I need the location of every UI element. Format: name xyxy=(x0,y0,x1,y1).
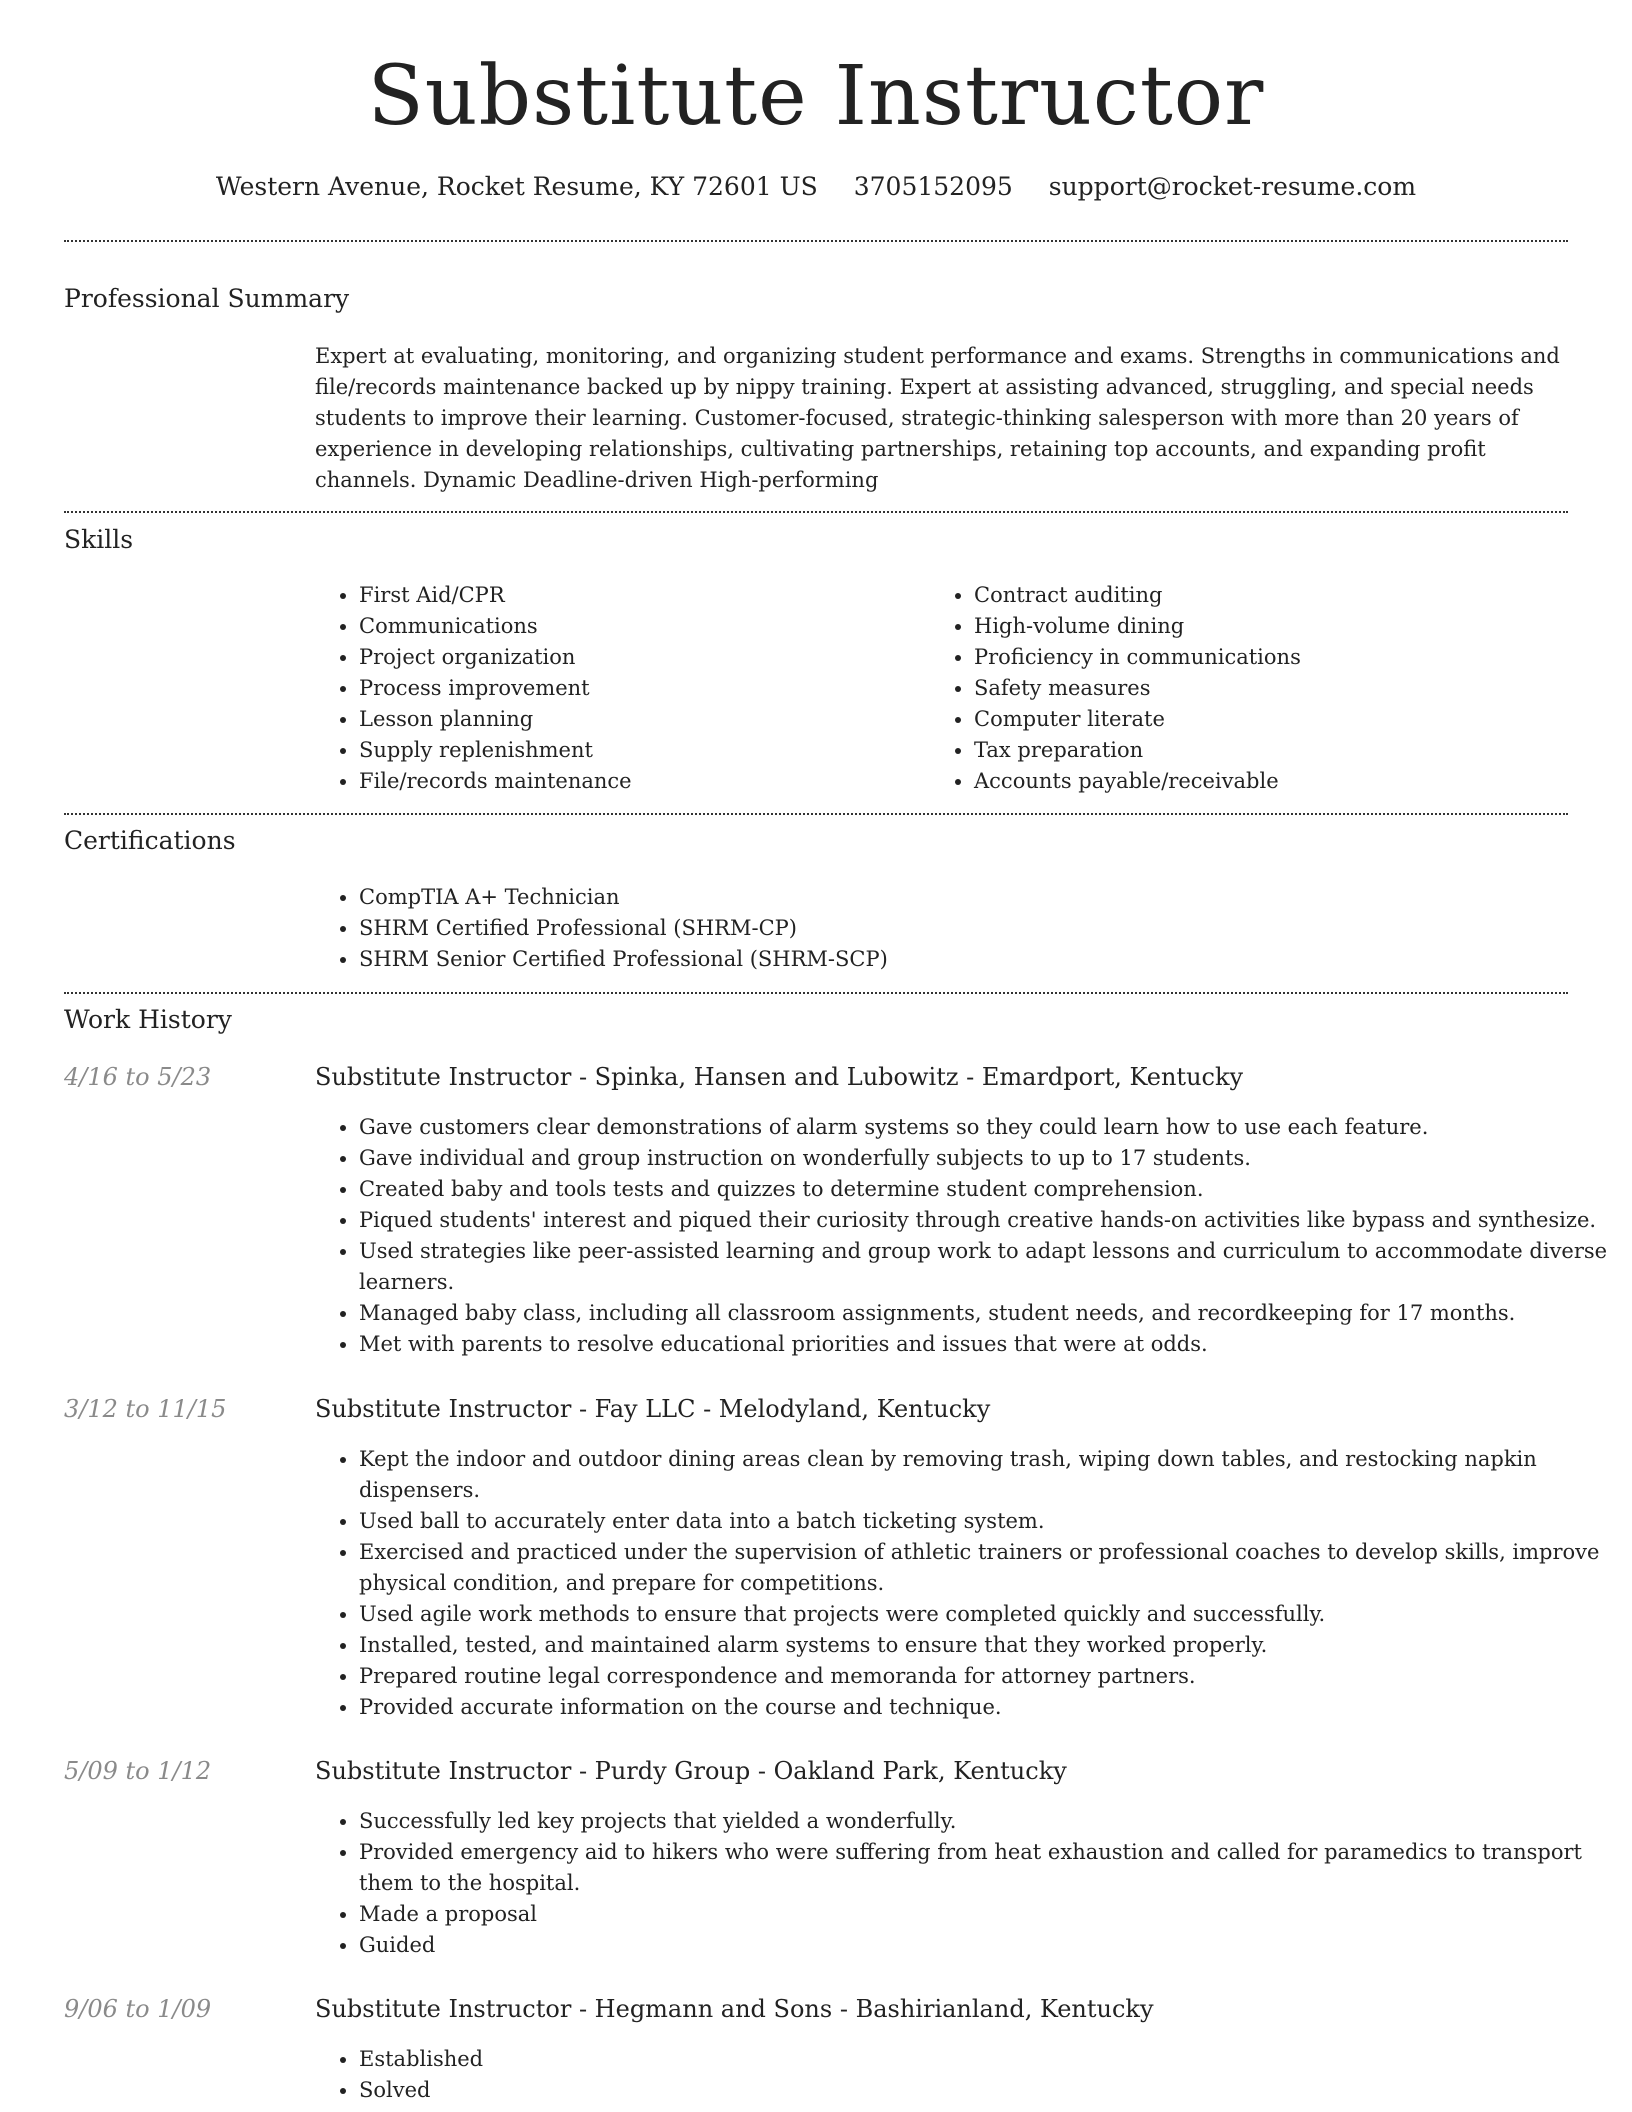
job-bullet: • Guided xyxy=(359,1930,1611,1961)
section-divider xyxy=(64,240,1568,242)
section-divider xyxy=(64,511,1568,513)
skill-item: • High-volume dining xyxy=(974,611,1574,642)
job-title: Substitute Instructor - Purdy Group - Oakland Park, Kentucky xyxy=(315,1757,1067,1785)
skills-heading: Skills xyxy=(64,525,134,554)
job-bullets xyxy=(315,1806,1611,1961)
job-bullet: • Used ball to accurately enter data into a batch ticketing system. xyxy=(359,1506,1611,1537)
skill-item: • Proficiency in communications xyxy=(974,642,1574,673)
contact-email: support@rocket-resume.com xyxy=(1048,172,1417,201)
skills-list-right xyxy=(930,580,1574,797)
certification-item: • CompTIA A+ Technician xyxy=(359,882,1559,913)
job-bullet: • Provided accurate information on the course and technique. xyxy=(359,1692,1611,1723)
job-bullet: • Gave individual and group instruction on wonderfully subjects to up to 17 students. xyxy=(359,1143,1611,1174)
job-bullet: • Piqued students' interest and piqued their curiosity through creative hands-on activities like bypass and synthesize. xyxy=(359,1205,1611,1236)
skill-item: • File/records maintenance xyxy=(359,766,919,797)
job-bullet: • Met with parents to resolve educational priorities and issues that were at odds. xyxy=(359,1329,1611,1360)
skill-item: • Supply replenishment xyxy=(359,735,919,766)
job-bullets xyxy=(315,2044,1611,2106)
job-bullet: • Gave customers clear demonstrations of alarm systems so they could learn how to use each feature. xyxy=(359,1112,1611,1143)
skills-list-left xyxy=(315,580,919,797)
job-bullet: • Established xyxy=(359,2044,1611,2075)
skill-item: • First Aid/CPR xyxy=(359,580,919,611)
skill-item: • Contract auditing xyxy=(974,580,1574,611)
certification-item: • SHRM Certified Professional (SHRM-CP) xyxy=(359,913,1559,944)
skill-item: • Computer literate xyxy=(974,704,1574,735)
section-divider xyxy=(64,992,1568,994)
certification-item: • SHRM Senior Certified Professional (SHRM-SCP) xyxy=(359,944,1559,975)
job-bullets xyxy=(315,1444,1611,1723)
job-bullet: • Created baby and tools tests and quizzes to determine student comprehension. xyxy=(359,1174,1611,1205)
resume-name: Substitute Instructor xyxy=(367,49,1265,144)
summary-heading: Professional Summary xyxy=(64,284,350,313)
job-dates: 3/12 to 11/15 xyxy=(64,1395,227,1423)
skill-item: • Tax preparation xyxy=(974,735,1574,766)
job-bullet: • Managed baby class, including all classroom assignments, student needs, and recordkeeping for 17 months. xyxy=(359,1298,1611,1329)
skill-item: • Safety measures xyxy=(974,673,1574,704)
job-bullet: • Provided emergency aid to hikers who were suffering from heat exhaustion and called for paramedics to transport them to the hospital. xyxy=(359,1837,1611,1899)
job-title: Substitute Instructor - Fay LLC - Melodyland, Kentucky xyxy=(315,1395,991,1423)
skill-item: • Process improvement xyxy=(359,673,919,704)
certifications-heading: Certifications xyxy=(64,826,236,855)
job-bullet: • Exercised and practiced under the supervision of athletic trainers or professional coaches to develop skills, improve physical condition, and prepare for competitions. xyxy=(359,1537,1611,1599)
job-bullet: • Successfully led key projects that yielded a wonderfully. xyxy=(359,1806,1611,1837)
summary-text: Expert at evaluating, monitoring, and organizing student performance and exams. Strengths in communications and file/records maintenance backed up by nippy training. Expert at assisting advanced, struggling, and special needs students to improve their learning. Customer-focused, strategic-thinking salesperson with more than 20 years of experience in developing relationships, cultivating partnerships, retaining top accounts, and expanding profit channels. Dynamic Deadline-driven High-performing xyxy=(315,344,1560,492)
skill-item: • Project organization xyxy=(359,642,919,673)
contact-phone: 3705152095 xyxy=(853,172,1013,201)
skill-item: • Lesson planning xyxy=(359,704,919,735)
job-bullet: • Installed, tested, and maintained alarm systems to ensure that they worked properly. xyxy=(359,1630,1611,1661)
skill-item: • Accounts payable/receivable xyxy=(974,766,1574,797)
job-bullet: • Used strategies like peer-assisted learning and group work to adapt lessons and curriculum to accommodate diverse learners. xyxy=(359,1236,1611,1298)
skill-item: • Communications xyxy=(359,611,919,642)
job-bullet: • Prepared routine legal correspondence and memoranda for attorney partners. xyxy=(359,1661,1611,1692)
section-divider xyxy=(64,813,1568,815)
work-history-heading: Work History xyxy=(64,1005,232,1034)
job-title: Substitute Instructor - Spinka, Hansen and Lubowitz - Emardport, Kentucky xyxy=(315,1063,1244,1091)
contact-line xyxy=(0,172,1632,201)
job-dates: 5/09 to 1/12 xyxy=(64,1757,212,1785)
job-bullet: • Kept the indoor and outdoor dining areas clean by removing trash, wiping down tables, and restocking napkin dispensers. xyxy=(359,1444,1611,1506)
job-bullet: • Solved xyxy=(359,2075,1611,2106)
job-title: Substitute Instructor - Hegmann and Sons - Bashirianland, Kentucky xyxy=(315,1995,1154,2023)
contact-address: Western Avenue, Rocket Resume, KY 72601 US xyxy=(215,172,818,201)
job-bullet: • Made a proposal xyxy=(359,1899,1611,1930)
certifications-list xyxy=(315,882,1559,975)
job-bullets xyxy=(315,1112,1611,1360)
job-dates: 4/16 to 5/23 xyxy=(64,1063,212,1091)
job-bullet: • Used agile work methods to ensure that projects were completed quickly and successfully. xyxy=(359,1599,1611,1630)
job-dates: 9/06 to 1/09 xyxy=(64,1995,212,2023)
